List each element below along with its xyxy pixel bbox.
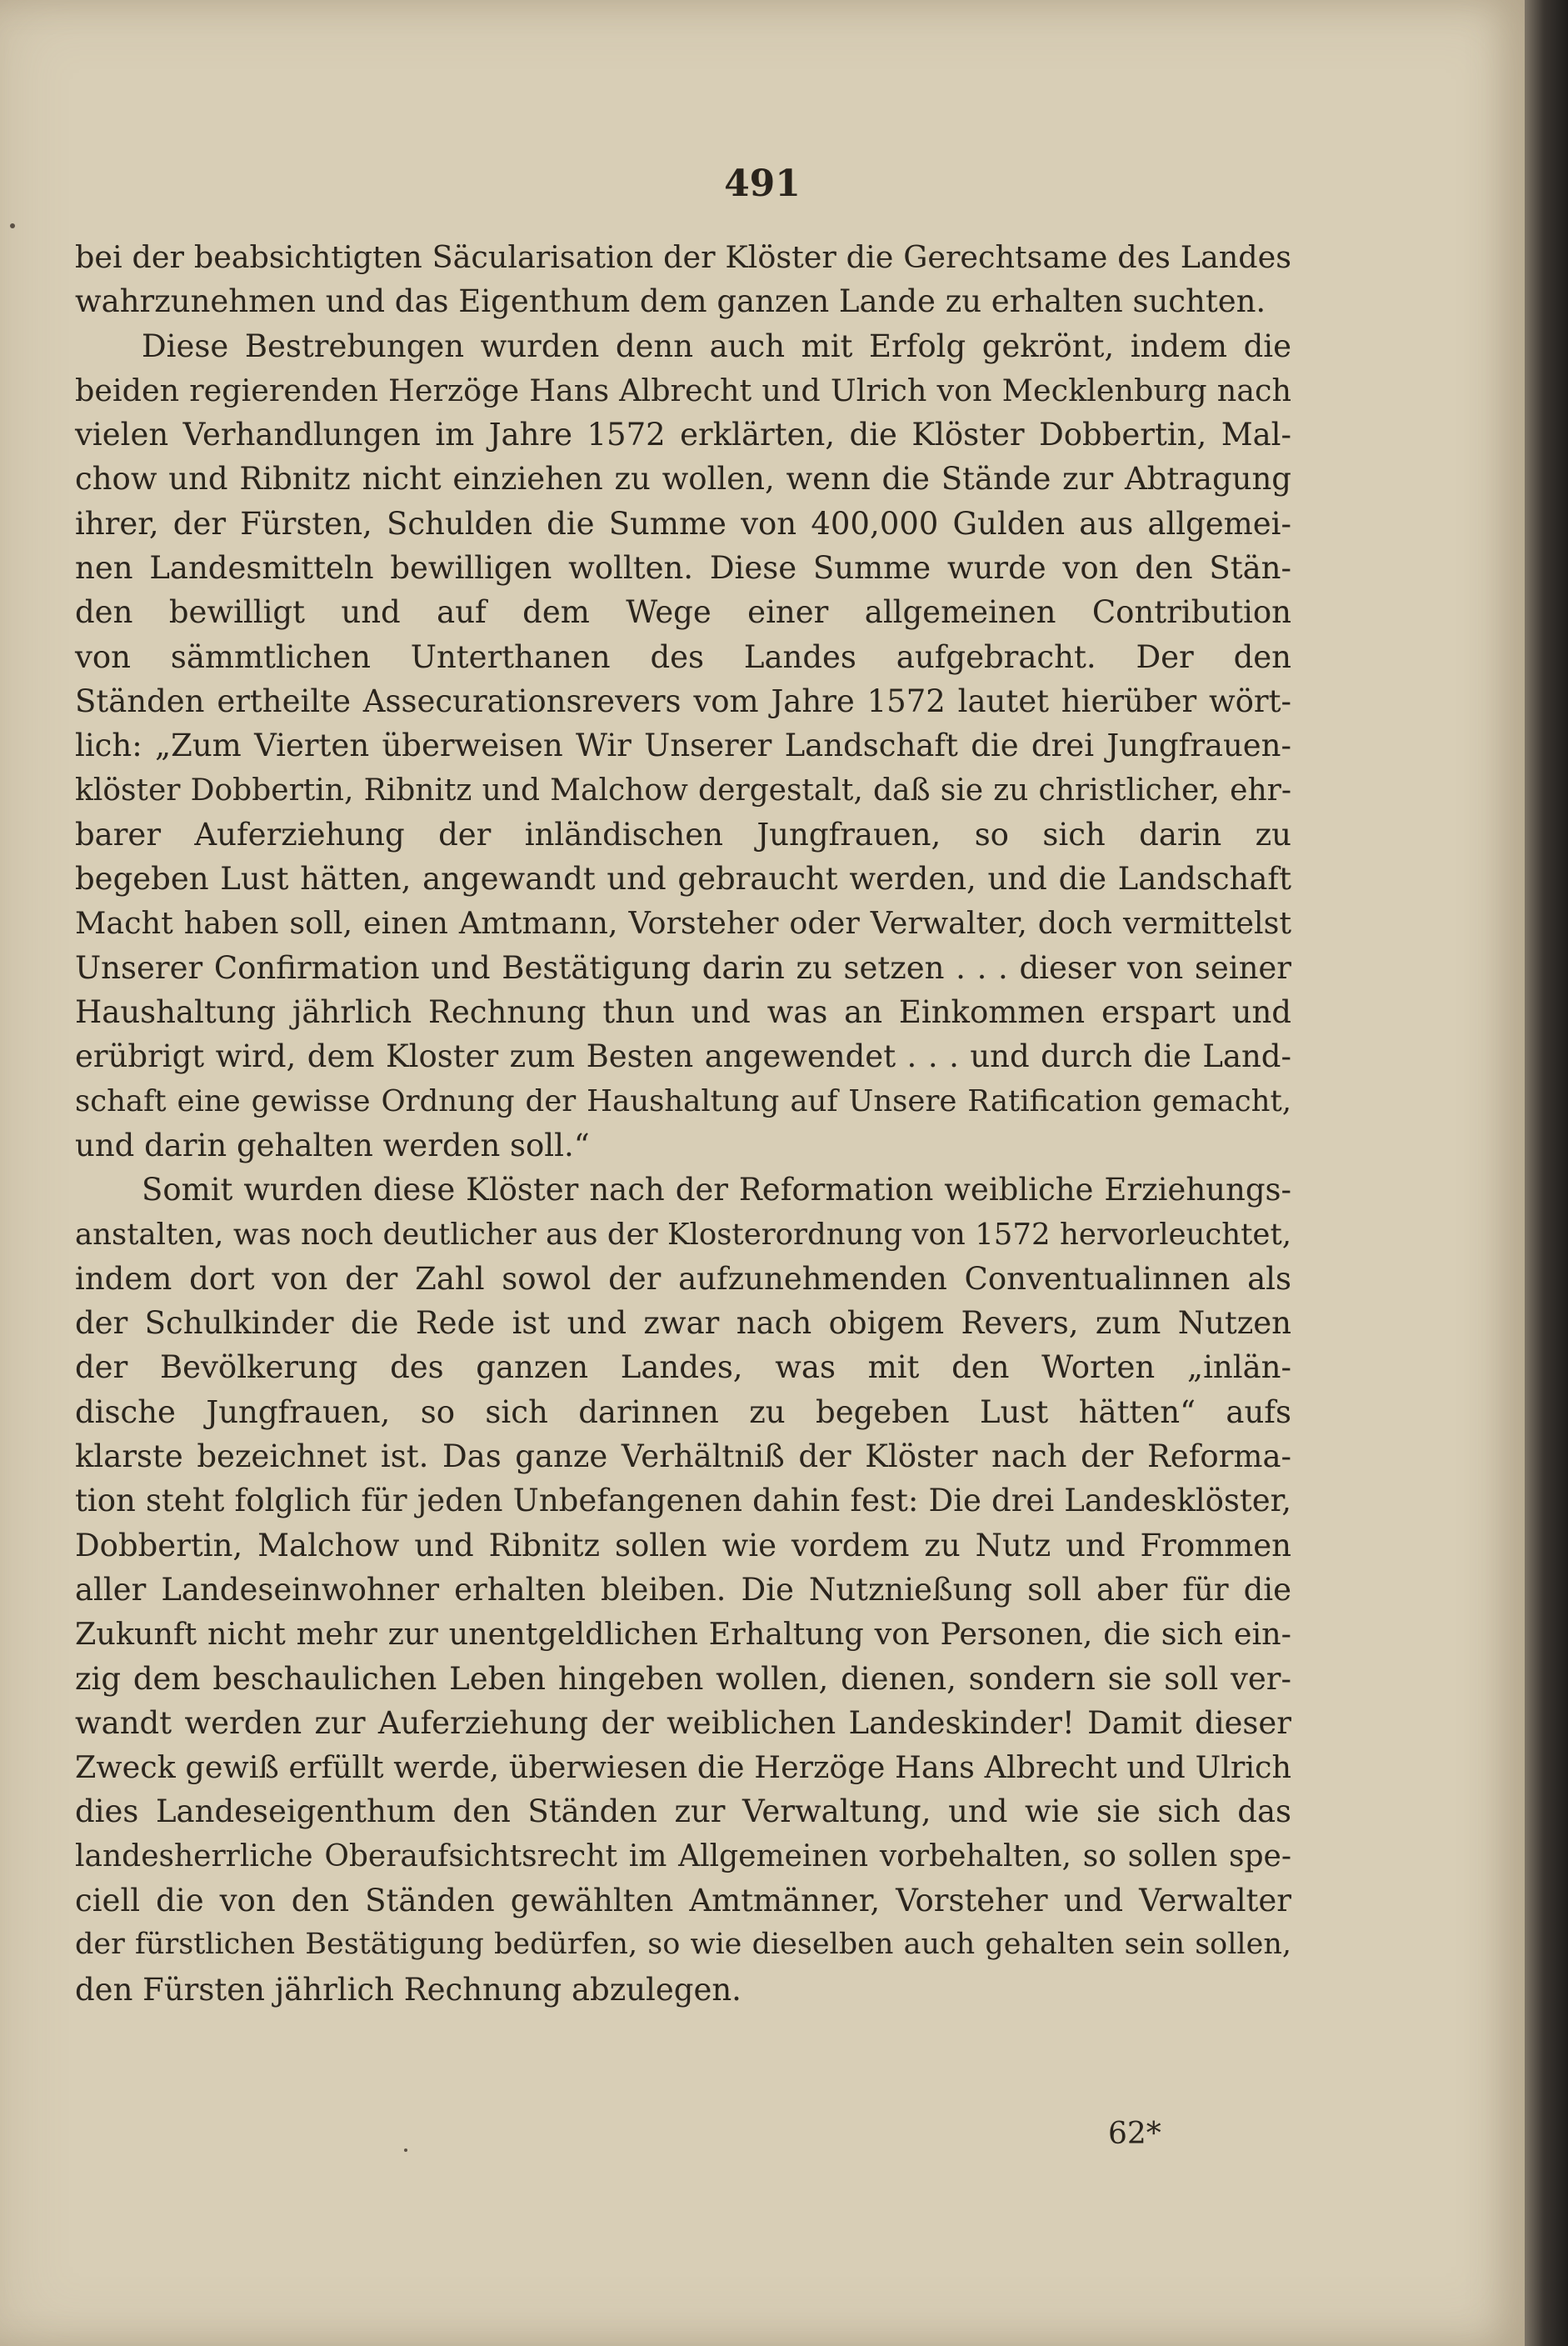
text-line: Somit wurden diese Klöster nach der Reformation weibliche Erziehungs- xyxy=(142,1172,1291,1208)
text-line: aller Landeseinwohner erhalten bleiben. Die Nutznießung soll aber für die xyxy=(75,1571,1291,1608)
text-line: ciell die von den Ständen gewählten Amtmänner, Vorsteher und Verwalter xyxy=(75,1882,1291,1918)
text-line: von sämmtlichen Unterthanen des Landes aufgebracht. Der den xyxy=(75,638,1291,675)
text-line: dies Landeseigenthum den Ständen zur Verwaltung, und wie sie sich das xyxy=(75,1793,1291,1830)
text-line: begeben Lust hätten, angewandt und gebraucht werden, und die Landschaft xyxy=(75,861,1291,898)
text-line: landesherrliche Oberaufsichtsrecht im Allgemeinen vorbehalten, so sollen spe- xyxy=(75,1838,1291,1873)
text-line: klöster Dobbertin, Ribnitz und Malchow dergestalt, daß sie zu christlicher, ehr- xyxy=(75,773,1291,808)
text-line: anstalten, was noch deutlicher aus der Klosterordnung von 1572 hervorleuchtet, xyxy=(75,1217,1291,1252)
text-line: wahrzunehmen und das Eigenthum dem ganzen Lande zu erhalten suchten. xyxy=(75,283,1266,320)
text-line: Macht haben soll, einen Amtmann, Vorsteher oder Verwalter, doch vermittelst xyxy=(75,905,1291,942)
text-line: Zukunft nicht mehr zur unentgeldlichen Erhaltung von Personen, die sich ein- xyxy=(75,1616,1291,1653)
text-line: Dobbertin, Malchow und Ribnitz sollen wie vordem zu Nutz und Frommen xyxy=(75,1527,1291,1563)
text-line: zig dem beschaulichen Leben hingeben wollen, dienen, sondern sie soll ver- xyxy=(75,1660,1291,1697)
text-line: und darin gehalten werden soll.“ xyxy=(75,1127,590,1163)
text-line: chow und Ribnitz nicht einziehen zu wollen, wenn die Stände zur Abtragung xyxy=(75,461,1291,498)
text-line: Zweck gewiß erfüllt werde, überwiesen die Herzöge Hans Albrecht und Ulrich xyxy=(75,1749,1291,1786)
text-line: ihrer, der Fürsten, Schulden die Summe von 400,000 Gulden aus allgemei- xyxy=(75,505,1291,542)
ink-speck xyxy=(10,223,15,228)
text-line: bei der beabsichtigten Säcularisation der Klöster die Gerechtsame des Landes xyxy=(75,239,1291,275)
page-number: 491 xyxy=(724,163,801,205)
text-line: beiden regierenden Herzöge Hans Albrecht und Ulrich von Mecklenburg nach xyxy=(75,372,1291,408)
text-line: vielen Verhandlungen im Jahre 1572 erklärten, die Klöster Dobbertin, Mal- xyxy=(75,417,1291,453)
text-line: lich: „Zum Vierten überweisen Wir Unserer Landschaft die drei Jungfrauen- xyxy=(75,728,1291,764)
text-line: den Fürsten jährlich Rechnung abzulegen. xyxy=(75,1971,742,2008)
text-line: tion steht folglich für jeden Unbefangenen dahin fest: Die drei Landesklöster, xyxy=(75,1483,1291,1519)
text-line: nen Landesmitteln bewilligen wollten. Diese Summe wurde von den Stän- xyxy=(75,550,1291,587)
text-line: der Schulkinder die Rede ist und zwar nach obigem Revers, zum Nutzen xyxy=(75,1305,1291,1342)
text-line: Ständen ertheilte Assecurationsrevers vom Jahre 1572 lautet hierüber wört- xyxy=(75,683,1291,719)
text-line: der Bevölkerung des ganzen Landes, was mit den Worten „inlän- xyxy=(75,1349,1291,1386)
ink-speck xyxy=(404,2148,407,2152)
text-line: den bewilligt und auf dem Wege einer allgemeinen Contribution xyxy=(75,594,1291,631)
page-edge xyxy=(1525,0,1568,2346)
text-line: dische Jungfrauen, so sich darinnen zu begeben Lust hätten“ aufs xyxy=(75,1393,1291,1430)
text-line: der fürstlichen Bestätigung bedürfen, so wie dieselben auch gehalten sein sollen, xyxy=(75,1928,1291,1962)
signature-mark: 62* xyxy=(1108,2117,1161,2151)
text-line: Diese Bestrebungen wurden denn auch mit Erfolg gekrönt, indem die xyxy=(142,328,1291,364)
text-line: schaft eine gewisse Ordnung der Haushaltung auf Unsere Ratification gemacht, xyxy=(75,1083,1291,1118)
text-line: indem dort von der Zahl sowol der aufzunehmenden Conventualinnen als xyxy=(75,1260,1291,1297)
text-line: barer Auferziehung der inländischen Jungfrauen, so sich darin zu xyxy=(75,816,1291,853)
text-line: erübrigt wird, dem Kloster zum Besten angewendet . . . und durch die Land- xyxy=(75,1038,1291,1075)
text-line: Unserer Confirmation und Bestätigung darin zu setzen . . . dieser von seiner xyxy=(75,949,1291,986)
body-text xyxy=(75,235,1291,2012)
text-line: Haushaltung jährlich Rechnung thun und was an Einkommen erspart und xyxy=(75,994,1291,1031)
text-line: wandt werden zur Auferziehung der weiblichen Landeskinder! Damit dieser xyxy=(75,1704,1291,1741)
text-line: klarste bezeichnet ist. Das ganze Verhältniß der Klöster nach der Reforma- xyxy=(75,1438,1291,1475)
